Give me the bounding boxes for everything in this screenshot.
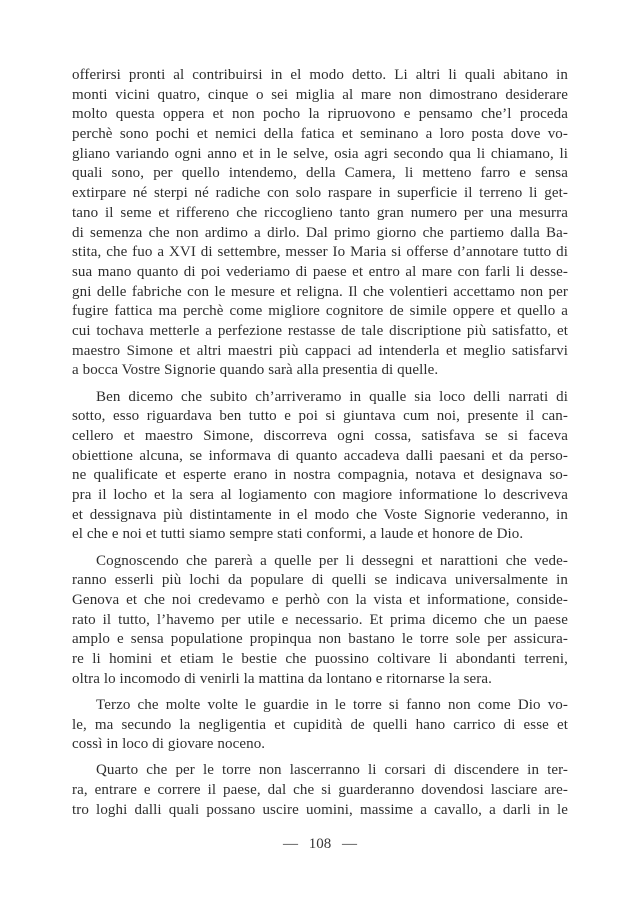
text-line: Genova et che noi credevamo e perhò con la vista et informatione, conside- — [72, 591, 568, 608]
text-line: Quarto che per le torre non lascerranno li corsari di discendere in ter- — [96, 762, 568, 779]
text-line: amplo e sensa populatione propinqua non bastano le torre sole per assicura- — [72, 631, 568, 648]
text-line: ne qualificate et esperte erano in nostra compagnia, notava et designava so- — [72, 467, 568, 484]
text-line: quali sono, per quello intendemo, della Camera, li metteno farro e sensa — [72, 165, 568, 182]
text-line: monti vicini quatro, cinque o sei miglia al mare non dimostrano desiderare — [72, 86, 568, 103]
text-line: a bocca Vostre Signorie quando sarà alla presentia di quelle. — [72, 362, 439, 379]
text-line: tro loghi dalli quali possano uscire uomini, massime a cavallo, a darli in le — [72, 801, 568, 818]
text-line: perchè sono pochi et nemici della fatica et seminano a loro posta dove vo- — [72, 126, 568, 143]
page-footer — [72, 836, 568, 853]
text-line: Ben dicemo che subito ch’arriveramo in qualle sia loco delli narrati di — [96, 388, 568, 405]
text-line: offerirsi pronti al contribuirsi in el modo detto. Li altri li quali abitano in — [72, 67, 568, 83]
text-line: oltra lo incomodo di venirli la mattina da lontano e ritornarse la sera. — [72, 670, 492, 687]
text-line: gni delle fabriche con le mesure et religna. Il che volentieri accettamo non per — [72, 283, 568, 300]
text-line: sotto, esso riguardava ben tutto e poi si giuntava cum noi, presente il can- — [72, 408, 568, 425]
text-line: gliano variando ogni anno et in le selve, osia agri secondo qua li chiamano, li — [72, 145, 568, 162]
page-number: — 108 — — [283, 836, 357, 853]
text-line: extirpare né sterpi né radiche con solo raspare in superficie il terreno li get- — [72, 185, 568, 202]
text-line: tano il seme et riffereno che riccoglieno tanto gran numero per una mesurra — [72, 204, 568, 221]
text-line: stita, che fuo a XVI di settembre, messer Io Maria si offerse d’annotare tutto di — [72, 244, 568, 261]
text-line: sua mano quanto di poi vederiamo di paese et entro al mare con farli li desse- — [72, 263, 568, 280]
paragraph — [72, 388, 568, 546]
text-line: ranno esserli più lochi da populare di quelli se indicava universalmente in — [72, 572, 568, 589]
paragraph — [72, 66, 568, 381]
text-line: di semenza che non ardimo a dirlo. Dal primo giorno che partiemo dalla Ba- — [72, 224, 568, 241]
paragraph — [72, 552, 568, 690]
text-line: et dessignava più distintamente in el modo che Voste Signorie vederanno, in — [72, 506, 568, 523]
text-line: pra il locho et la sera al logiamento con magiore informatione lo descriveva — [72, 486, 568, 503]
text-column — [72, 66, 568, 820]
text-line: Cognoscendo che parerà a quelle per li dessegni et narattioni che vede- — [96, 552, 568, 569]
text-line: obiettione alcuna, se informava di quanto accadeva dalli paesani et da perso- — [72, 447, 568, 464]
text-line: cui tochava metterle a perfezione restasse de tale discriptione più satisfatto, et — [72, 322, 568, 339]
text-line: le, ma secundo la negligentia et cupidità de quelli hano carrico di esse et — [72, 716, 568, 733]
paragraph — [72, 761, 568, 820]
text-line: rato il tutto, l’havemo per utile e necessario. Et prima dicemo che un paese — [72, 611, 568, 628]
text-line: molto questa oppera et non pocho la ripruovono e pensamo che’l proceda — [72, 106, 568, 123]
text-line: ra, entrare e correre il paese, dal che si guarderanno dovendosi lasciare are- — [72, 782, 568, 799]
text-line: maestro Simone et altri maestri più cappaci ad intenderla et meglio satisfarvi — [72, 342, 568, 359]
paragraph — [72, 696, 568, 755]
text-line: re li homini et etiam le bestie che puossino coltivare li abondanti terreni, — [72, 650, 568, 667]
text-line: cossì in loco di giovare noceno. — [72, 736, 266, 753]
text-line: cellero et maestro Simone, discorreva ogni cossa, satisfava se si faceva — [72, 427, 568, 444]
text-line: el che e noi et tutti siamo sempre stati conformi, a laude et honore de Dio. — [72, 526, 524, 543]
text-line: Terzo che molte volte le guardie in le torre si fanno non come Dio vo- — [96, 696, 568, 713]
text-line: fugire fattica ma perchè come migliore cognitore de simile oppere et quello a — [72, 303, 568, 320]
